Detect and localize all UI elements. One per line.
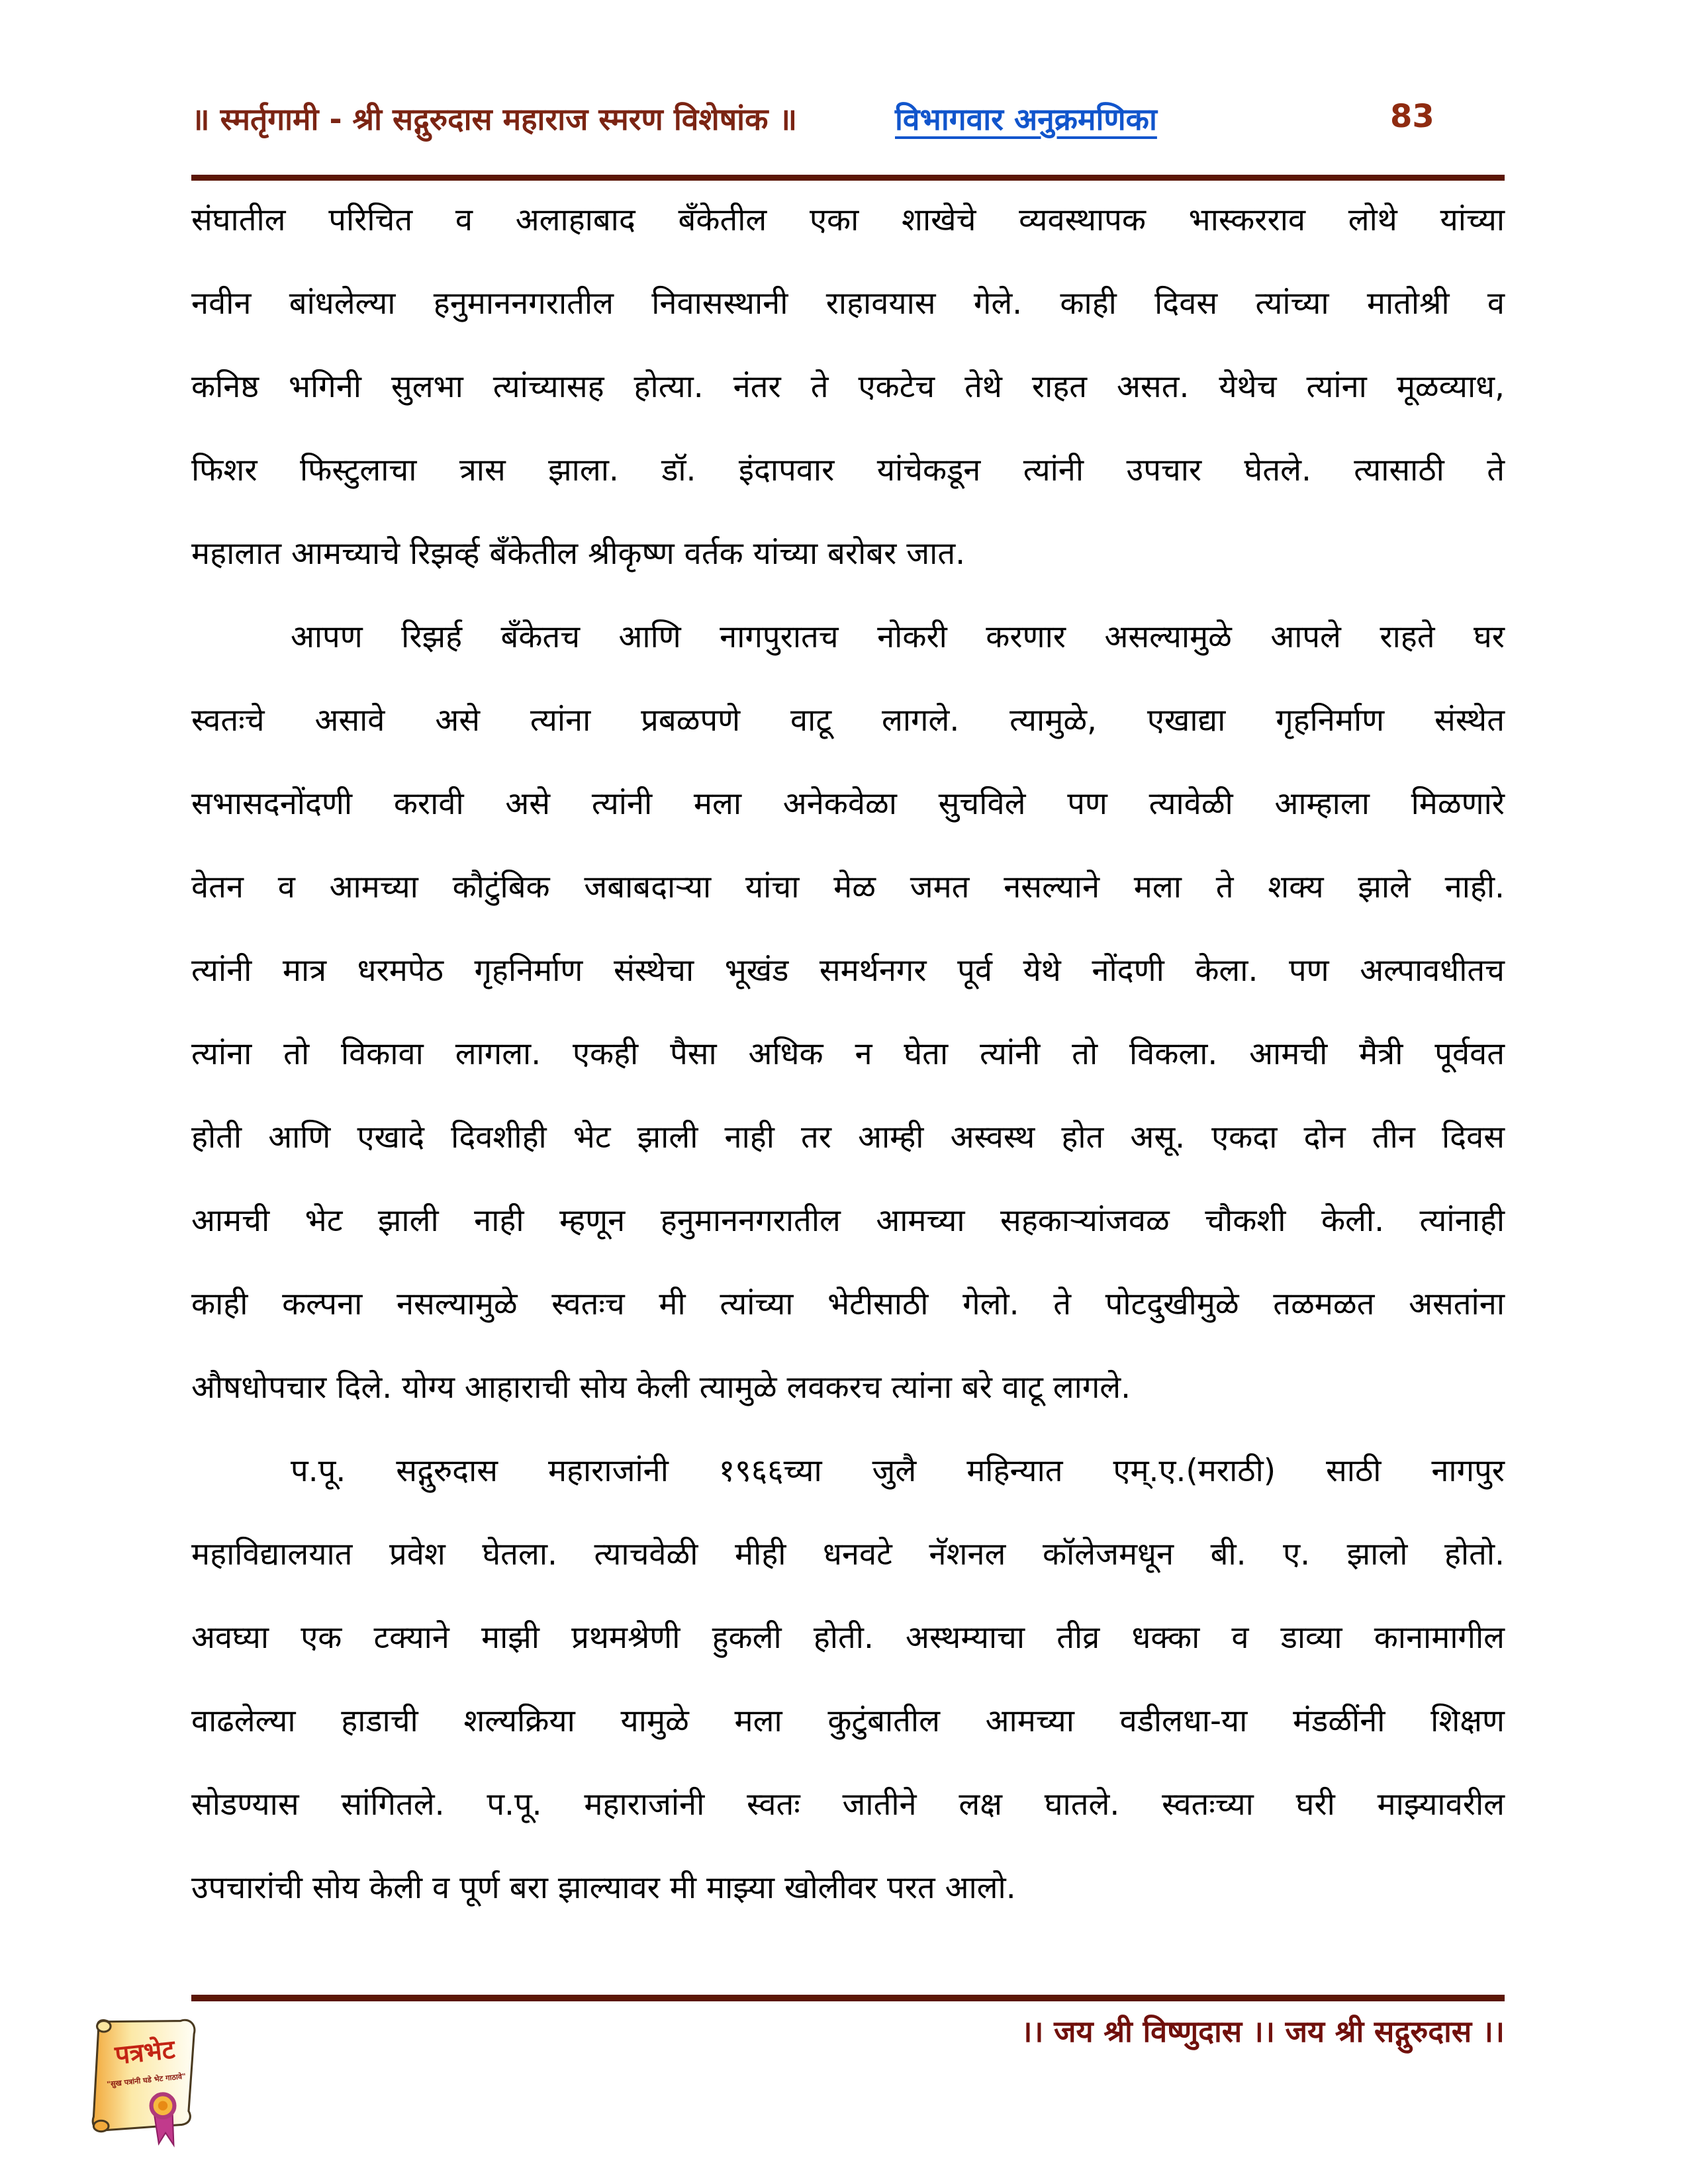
text-line: महालात आमच्याचे रिझर्व्ह बँकेतील श्रीकृष्ण वर्तक यांच्या बरोबर जात. xyxy=(191,535,966,572)
scroll-bottom-curl xyxy=(93,2120,109,2131)
text-line: त्यांनी मात्र धरमपेठ गृहनिर्माण संस्थेचा भूखंड समर्थनगर पूर्व येथे नोंदणी केला. पण अल्पावधीतच xyxy=(191,952,1505,989)
text-line: उपचारांची सोय केली व पूर्ण बरा झाल्यावर मी माझ्या खोलीवर परत आलो. xyxy=(191,1870,1016,1906)
text-line: त्यांना तो विकावा लागला. एकही पैसा अधिक न घेता त्यांनी तो विकला. आमची मैत्री पूर्ववत xyxy=(191,1036,1505,1072)
footer-rule xyxy=(191,1995,1505,2001)
text-line: फिशर फिस्टुलाचा त्रास झाला. डॉ. इंदापवार यांचेकडून त्यांनी उपचार घेतले. त्यासाठी ते xyxy=(191,452,1505,488)
text-line: आपण रिझर्ह बँकेतच आणि नागपुरातच नोकरी करणार असल्यामुळे आपले राहते घर xyxy=(291,619,1505,655)
logo-tagline: "सुख पत्रांनी घडे भेट गाठावे" xyxy=(106,2071,187,2089)
text-line: वाढलेल्या हाडाची शल्यक्रिया यामुळे मला कुटुंबातील आमच्या वडीलधा-या मंडळींनी शिक्षण xyxy=(191,1703,1505,1739)
logo-title: पत्रभेट xyxy=(113,2034,177,2071)
scroll-icon xyxy=(81,2012,217,2161)
text-line: वेतन व आमच्या कौटुंबिक जबाबदाऱ्या यांचा मेळ जमत नसल्याने मला ते शक्य झाले नाही. xyxy=(191,869,1505,905)
page-header-title: ॥ स्मर्तृगामी - श्री सद्गुरुदास महाराज स्मरण विशेषांक ॥ xyxy=(191,101,797,137)
text-line: प.पू. सद्गुरुदास महाराजांनी १९६६च्या जुलै महिन्यात एम्.ए.(मराठी) साठी नागपुर xyxy=(291,1453,1505,1489)
text-line: सभासदनोंदणी करावी असे त्यांनी मला अनेकवेळा सुचविले पण त्यावेळी आम्हाला मिळणारे xyxy=(191,786,1505,822)
text-line: औषधोपचार दिले. योग्य आहाराची सोय केली त्यामुळे लवकरच त्यांना बरे वाटू लागले. xyxy=(191,1369,1131,1406)
text-line: काही कल्पना नसल्यामुळे स्वतःच मी त्यांच्या भेटीसाठी गेलो. ते पोटदुखीमुळे तळमळत असतांना xyxy=(191,1286,1505,1322)
patrabhet-logo xyxy=(81,2012,217,2161)
text-line: आमची भेट झाली नाही म्हणून हनुमाननगरातील आमच्या सहकाऱ्यांजवळ चौकशी केली. त्यांनाही xyxy=(191,1203,1505,1239)
scroll-top-curl xyxy=(97,2021,111,2032)
toc-link[interactable]: विभागवार अनुक्रमणिका xyxy=(895,101,1157,137)
text-line: संघातील परिचित व अलाहाबाद बँकेतील एका शाखेचे व्यवस्थापक भास्करराव लोथे यांच्या xyxy=(191,202,1505,238)
ribbon-center xyxy=(158,2101,167,2111)
text-line: स्वतःचे असावे असे त्यांना प्रबळपणे वाटू लागले. त्यामुळे, एखाद्या गृहनिर्माण संस्थेत xyxy=(191,702,1505,739)
page-number: 83 xyxy=(1390,98,1434,135)
text-line: महाविद्यालयात प्रवेश घेतला. त्याचवेळी मीही धनवटे नॅशनल कॉलेजमधून बी. ए. झालो होतो. xyxy=(191,1536,1505,1572)
text-line: कनिष्ठ भगिनी सुलभा त्यांच्यासह होत्या. नंतर ते एकटेच तेथे राहत असत. येथेच त्यांना मूळव्याध, xyxy=(191,369,1505,405)
body-text xyxy=(191,179,1505,1930)
text-line: सोडण्यास सांगितले. प.पू. महाराजांनी स्वतः जातीने लक्ष घातले. स्वतःच्या घरी माझ्यावरील xyxy=(191,1786,1505,1823)
text-line: नवीन बांधलेल्या हनुमाननगरातील निवासस्थानी राहावयास गेले. काही दिवस त्यांच्या मातोश्री व xyxy=(191,285,1505,322)
footer-blessing: ।। जय श्री विष्णुदास ।। जय श्री सद्गुरुदास ।। xyxy=(1021,2014,1505,2049)
text-line: अवघ्या एक टक्याने माझी प्रथमश्रेणी हुकली होती. अस्थम्याचा तीव्र धक्का व डाव्या कानामागील xyxy=(191,1619,1505,1656)
text-line: होती आणि एखादे दिवशीही भेट झाली नाही तर आम्ही अस्वस्थ होत असू. एकदा दोन तीन दिवस xyxy=(191,1119,1505,1156)
